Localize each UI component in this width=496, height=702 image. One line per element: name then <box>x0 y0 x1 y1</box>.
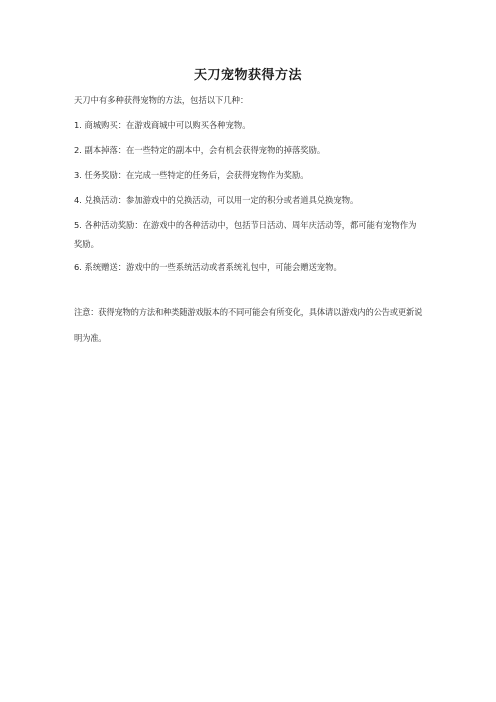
list-item: 6. 系统赠送：游戏中的一些系统活动或者系统礼包中，可能会赠送宠物。 <box>74 262 342 272</box>
method-list <box>74 119 424 273</box>
list-item: 5. 各种活动奖励：在游戏中的各种活动中，包括节日活动、周年庆活动等，都可能有宠物作为奖励。 <box>74 220 417 249</box>
note-paragraph: 注意：获得宠物的方法和种类随游戏版本的不同可能会有所变化，具体请以游戏内的公告或更新说明为准。 <box>74 307 423 343</box>
document-title: 天刀宠物获得方法 <box>193 68 302 83</box>
list-item: 1. 商城购买：在游戏商城中可以购买各种宠物。 <box>74 120 251 130</box>
document-body <box>74 94 424 351</box>
list-item: 4. 兑换活动：参加游戏中的兑换活动，可以用一定的积分或者道具兑换宠物。 <box>74 195 359 205</box>
intro-paragraph: 天刀中有多种获得宠物的方法，包括以下几种： <box>74 95 249 105</box>
list-item: 3. 任务奖励：在完成一些特定的任务后，会获得宠物作为奖励。 <box>74 170 309 180</box>
list-item: 2. 副本掉落：在一些特定的副本中，会有机会获得宠物的掉落奖励。 <box>74 145 326 155</box>
